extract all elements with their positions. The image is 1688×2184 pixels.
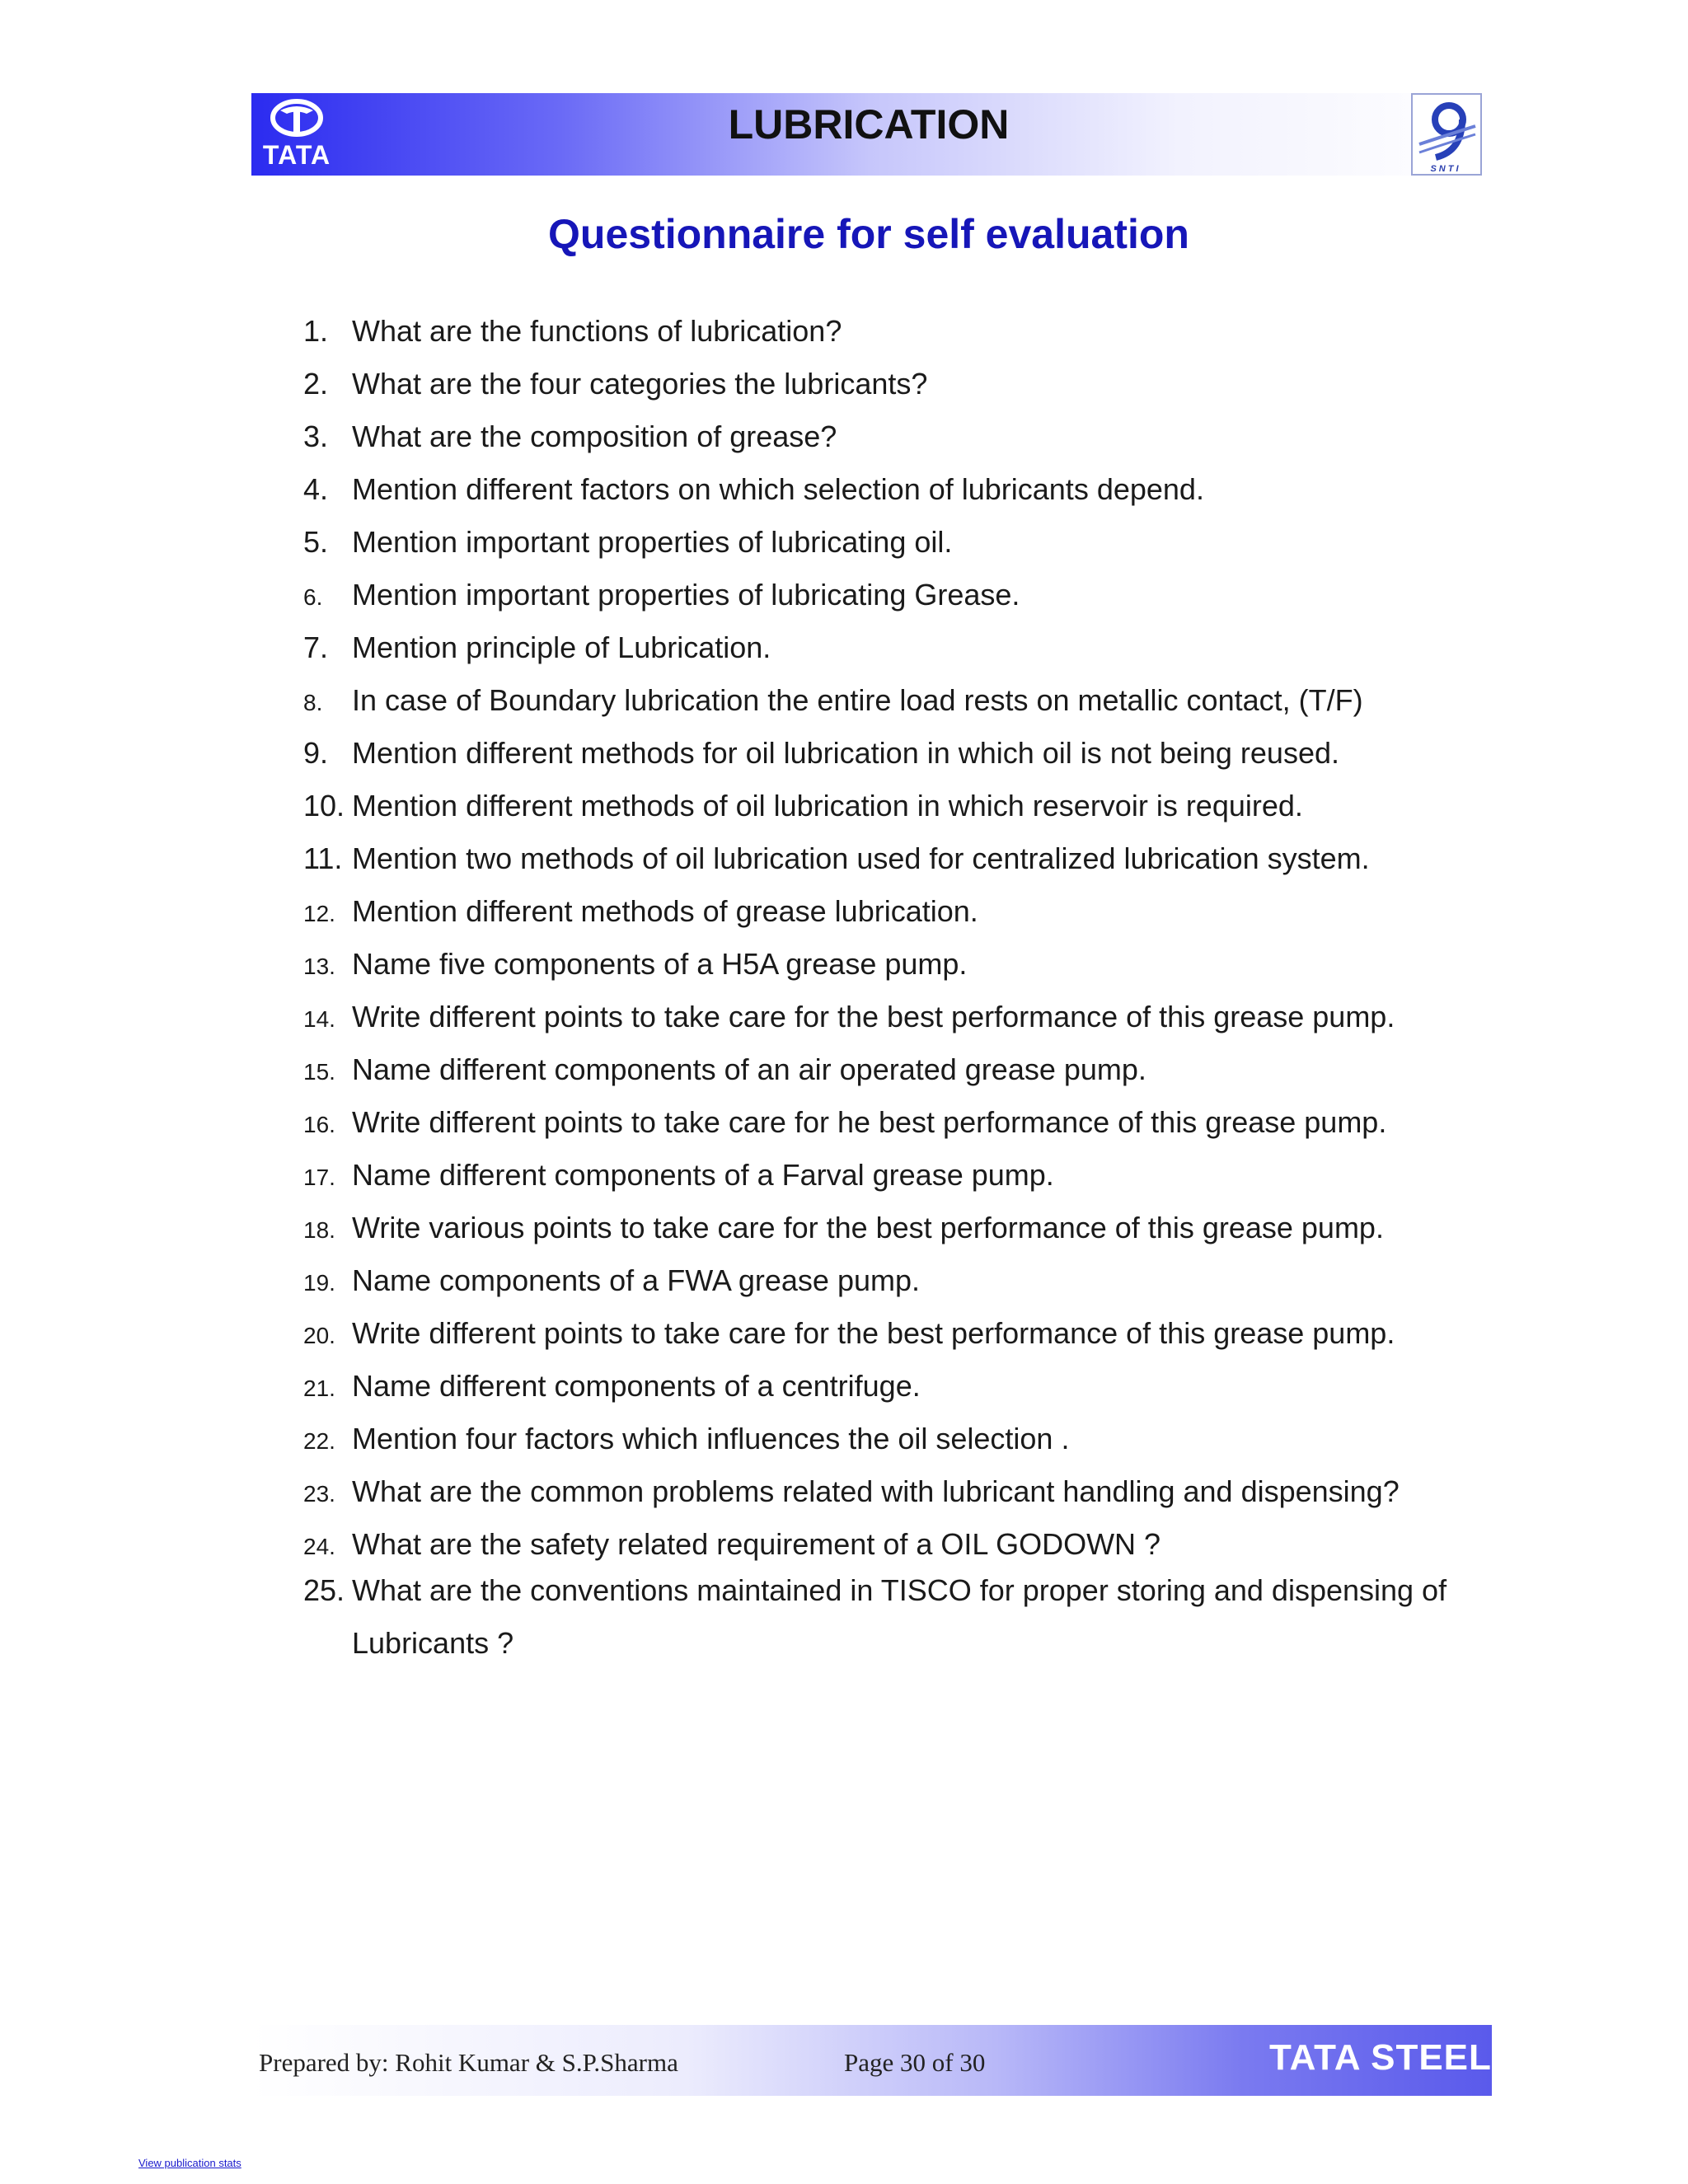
question-text: Write different points to take care for he best performance of this grease pump.	[352, 1105, 1387, 1139]
page-title: Questionnaire for self evaluation	[548, 211, 1189, 257]
list-item	[0, 358, 1688, 410]
question-text: What are the functions of lubrication?	[352, 314, 842, 348]
question-text: What are the conventions maintained in TISCO for proper storing and dispensing of Lubricants ?	[352, 1573, 1447, 1660]
question-number: 12.	[303, 901, 335, 926]
question-text: Mention different methods of oil lubrication in which reservoir is required.	[352, 789, 1303, 823]
question-text: Write various points to take care for the best performance of this grease pump.	[352, 1211, 1384, 1244]
question-number: 16.	[303, 1112, 335, 1137]
question-text: Name different components of a centrifuge.	[352, 1369, 921, 1403]
question-number: 5.	[303, 525, 329, 559]
list-item	[0, 410, 1688, 463]
question-text: Write different points to take care for the best performance of this grease pump.	[352, 1000, 1395, 1033]
list-item	[0, 938, 1688, 991]
footer-page-number: Page 30 of 30	[844, 2048, 986, 2077]
list-item	[0, 780, 1688, 832]
list-item	[0, 1307, 1688, 1360]
question-number: 6.	[303, 584, 323, 610]
question-number: 23.	[303, 1481, 335, 1507]
question-text: Mention principle of Lubrication.	[352, 630, 771, 664]
question-number: 22.	[303, 1428, 335, 1454]
question-number: 25.	[303, 1573, 345, 1607]
question-text: Name different components of an air operated grease pump.	[352, 1052, 1146, 1086]
footer-prepared-by: Prepared by: Rohit Kumar & S.P.Sharma	[259, 2048, 678, 2077]
question-number: 18.	[303, 1217, 335, 1243]
tata-logo-text: TATA	[262, 139, 331, 170]
question-number: 13.	[303, 954, 335, 979]
question-number: 8.	[303, 690, 323, 715]
question-text: Name five components of a H5A grease pump.	[352, 947, 968, 981]
question-text: Mention two methods of oil lubrication used for centralized lubrication system.	[352, 841, 1370, 875]
question-number: 9.	[303, 736, 329, 770]
list-item	[0, 1149, 1688, 1202]
header-title: LUBRICATION	[728, 101, 1010, 148]
list-item	[0, 1360, 1688, 1413]
list-item	[0, 885, 1688, 938]
question-text: Name components of a FWA grease pump.	[352, 1263, 920, 1297]
question-number: 19.	[303, 1270, 335, 1296]
list-item	[0, 1564, 1688, 1670]
snti-logo-text: SNTI	[1430, 164, 1461, 174]
question-number: 21.	[303, 1376, 335, 1401]
list-item	[0, 463, 1688, 516]
question-text: Mention different methods of grease lubrication.	[352, 894, 978, 928]
list-item	[0, 674, 1688, 727]
question-text: What are the four categories the lubricants?	[352, 367, 928, 401]
question-number: 15.	[303, 1059, 335, 1085]
list-item	[0, 1202, 1688, 1254]
question-number: 2.	[303, 367, 329, 401]
question-number: 24.	[303, 1534, 335, 1559]
list-item	[0, 1413, 1688, 1465]
question-text: In case of Boundary lubrication the entire load rests on metallic contact, (T/F)	[352, 683, 1363, 717]
list-item	[0, 305, 1688, 358]
question-text: Mention four factors which influences the oil selection .	[352, 1422, 1070, 1455]
question-number: 7.	[303, 630, 329, 664]
question-number: 4.	[303, 472, 329, 506]
question-text: Mention important properties of lubricating Grease.	[352, 578, 1020, 612]
question-number: 11.	[303, 841, 343, 875]
question-number: 10.	[303, 789, 345, 823]
question-text: Mention different factors on which selection of lubricants depend.	[352, 472, 1204, 506]
tata-steel-logo: TATA STEEL	[1269, 2037, 1492, 2078]
question-text: Mention important properties of lubricating oil.	[352, 525, 953, 559]
question-number: 1.	[303, 314, 329, 348]
question-text: Name different components of a Farval grease pump.	[352, 1158, 1054, 1192]
list-item	[0, 1043, 1688, 1096]
list-item	[0, 621, 1688, 674]
snti-logo-icon	[1411, 93, 1482, 176]
list-item	[0, 1254, 1688, 1307]
view-publication-stats-link[interactable]: View publication stats	[138, 2157, 241, 2169]
list-item	[0, 516, 1688, 569]
question-text: Write different points to take care for the best performance of this grease pump.	[352, 1316, 1395, 1350]
list-item	[0, 1518, 1688, 1571]
question-number: 20.	[303, 1323, 335, 1348]
list-item	[0, 832, 1688, 885]
list-item	[0, 991, 1688, 1043]
question-text: What are the composition of grease?	[352, 419, 837, 453]
list-item	[0, 1096, 1688, 1149]
list-item	[0, 569, 1688, 621]
question-number: 14.	[303, 1006, 335, 1032]
question-number: 17.	[303, 1165, 335, 1190]
question-text: What are the common problems related with lubricant handling and dispensing?	[352, 1474, 1400, 1508]
list-item	[0, 1465, 1688, 1518]
question-text: What are the safety related requirement of a OIL GODOWN ?	[352, 1527, 1161, 1561]
question-text: Mention different methods for oil lubrication in which oil is not being reused.	[352, 736, 1340, 770]
question-number: 3.	[303, 419, 329, 453]
list-item	[0, 727, 1688, 780]
